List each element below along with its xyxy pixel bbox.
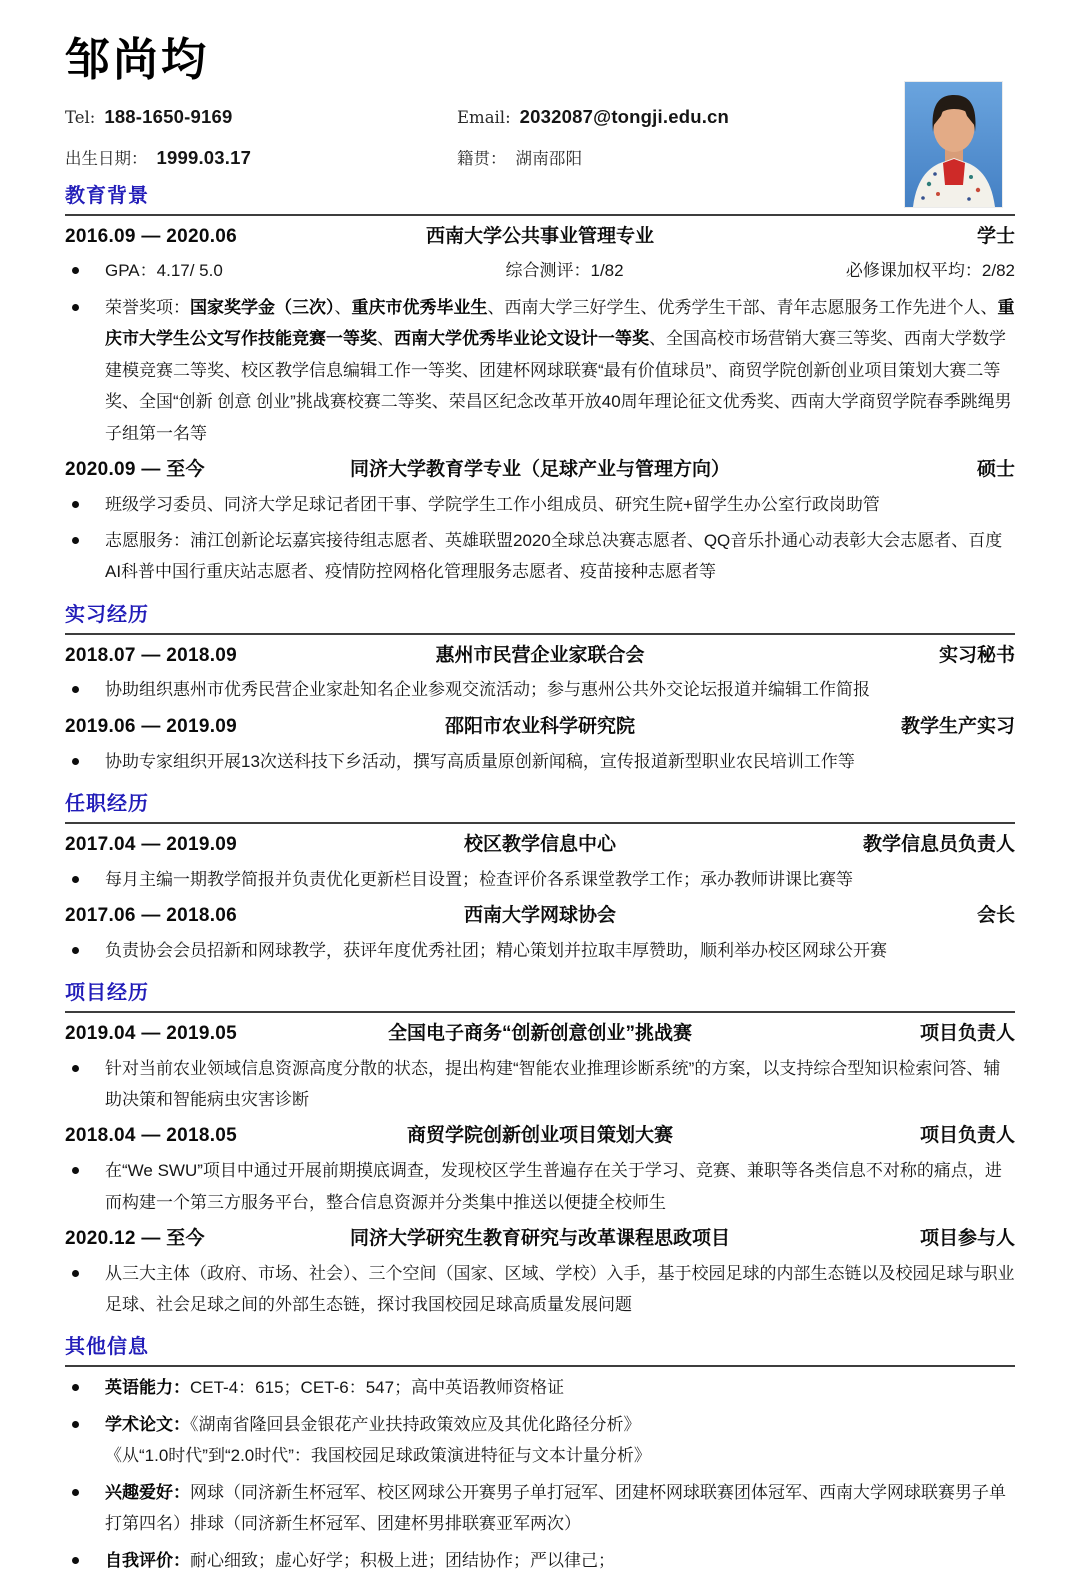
section-positions — [65, 790, 1015, 966]
entry-org: 西南大学网球协会 — [463, 904, 616, 926]
education-entry-bachelor — [65, 224, 1015, 251]
honors-sep: 、 — [334, 297, 352, 317]
education-master-bullet-1 — [65, 489, 1015, 520]
bullet-icon — [72, 1557, 79, 1564]
origin-label: 籍贯： — [457, 148, 507, 168]
entry-degree: 硕士 — [976, 458, 1015, 480]
project-bullet — [65, 1155, 1015, 1218]
entry-date: 2018.04 — 2018.05 — [65, 1125, 238, 1147]
item-text: 网球（同济新生杯冠军、校区网球公开赛男子单打冠军、团建杯网球联赛团体冠军、西南大学网球联赛男子单打第四名）排球（同济新生杯冠军、团建杯男排联赛亚军两次） — [105, 1482, 1006, 1534]
bullet-icon — [72, 876, 79, 883]
entry-date: 2016.09 — 2020.06 — [65, 225, 238, 247]
bullet-text: 每月主编一期教学简报并负责优化更新栏目设置；检查评价各系课堂教学工作；承办教师讲课比赛等 — [105, 869, 853, 889]
contact-tel — [65, 106, 457, 128]
bullet-icon — [72, 1421, 79, 1428]
project-entry — [65, 1021, 1015, 1048]
position-entry — [65, 832, 1015, 859]
internship-entry — [65, 714, 1015, 741]
education-honors-row — [65, 292, 1015, 449]
bullet-icon — [72, 947, 79, 954]
education-master-bullet-2 — [65, 525, 1015, 588]
candidate-name: 邹尚均 — [65, 34, 210, 85]
entry-org: 惠州市民营企业家联合会 — [435, 644, 645, 666]
item-label: 兴趣爱好： — [105, 1482, 190, 1502]
project-entry — [65, 1226, 1015, 1253]
bullet-text: 负责协会会员招新和网球教学，获评年度优秀社团；精心策划并拉取丰厚赞助，顺利举办校区网球公开赛 — [105, 940, 887, 960]
comprehensive-rank: 综合测评：1/82 — [505, 261, 624, 281]
honor-bold: 重庆市优秀毕业生 — [351, 297, 488, 317]
entry-role: 会长 — [976, 904, 1015, 926]
bullet-icon — [72, 1167, 79, 1174]
position-entry — [65, 903, 1015, 930]
entry-org: 邵阳市农业科学研究院 — [444, 715, 635, 737]
email-label: Email: — [457, 107, 511, 127]
bullet-icon — [72, 1270, 79, 1277]
email-value: 2032087@tongji.edu.cn — [519, 105, 730, 127]
item-text: 《湖南省隆回县金银花产业扶持政策效应及其优化路径分析》 — [190, 1414, 641, 1434]
section-title-internship: 实习经历 — [65, 601, 1015, 635]
entry-org: 商贸学院创新创业项目策划大赛 — [406, 1125, 673, 1147]
honor-bold: 西南大学优秀毕业论文设计一等奖 — [394, 329, 649, 349]
entry-date: 2017.06 — 2018.06 — [65, 904, 238, 926]
entry-role: 项目负责人 — [919, 1023, 1015, 1044]
tel-label: Tel: — [65, 107, 96, 127]
origin-value: 湖南邵阳 — [515, 148, 583, 168]
bullet-icon — [72, 1065, 79, 1072]
contact-origin — [457, 145, 900, 169]
other-item-self-evaluation — [65, 1545, 1015, 1576]
other-item-english — [65, 1372, 1015, 1403]
bullet-text: 在“We SWU”项目中通过开展前期摸底调查，发现校区学生普遍存在关于学习、竞赛、兼职等各类信息不对称的痛点，进而构建一个第三方服务平台，整合信息资源并分类集中推送以便捷全校师生 — [105, 1161, 1002, 1212]
entry-date: 2019.04 — 2019.05 — [65, 1023, 238, 1044]
bullet-text: 协助专家组织开展13次送科技下乡活动，撰写高质量原创新闻稿，宣传报道新型职业农民培训工作等 — [105, 751, 855, 771]
entry-org: 同济大学教育学专业（足球产业与管理方向） — [349, 458, 730, 480]
gpa-value: GPA：4.17/ 5.0 — [105, 261, 223, 281]
contact-info — [65, 106, 900, 169]
other-item-papers — [65, 1409, 1015, 1472]
tel-value: 188-1650-9169 — [104, 105, 233, 127]
education-stats-row — [65, 255, 1015, 286]
item-text: 耐心细致；虚心好学；积极上进；团结协作；严以律己； — [190, 1550, 615, 1570]
contact-birthdate — [65, 145, 457, 169]
bullet-icon — [72, 1489, 79, 1496]
entry-role: 项目参与人 — [919, 1227, 1015, 1249]
entry-org: 西南大学公共事业管理专业 — [425, 225, 654, 247]
bullet-icon — [72, 686, 79, 693]
birthdate-value: 1999.03.17 — [156, 146, 252, 168]
honors-text — [105, 292, 1015, 449]
section-education — [65, 182, 1015, 588]
section-title-education: 教育背景 — [65, 182, 1015, 216]
entry-date: 2019.06 — 2019.09 — [65, 715, 238, 737]
entry-org: 同济大学研究生教育研究与改革课程思政项目 — [349, 1227, 730, 1249]
honors-list: 、全国高校市场营销大赛三等奖、西南大学数学建模竞赛二等奖、校区教学信息编辑工作一等奖、团建杯网球联赛“最有价值球员”、商贸学院创新创业项目策划大赛二等奖、全国“创新 创意 创业”挑战赛校赛二等奖、荣昌区纪念改革开放40周年理论征文优秀奖、西南大学商贸学院春季跳绳男子组第一名等 — [105, 329, 1012, 443]
position-bullet — [65, 935, 1015, 966]
section-projects — [65, 979, 1015, 1320]
section-internship — [65, 601, 1015, 777]
project-bullet — [65, 1053, 1015, 1116]
internship-bullet — [65, 674, 1015, 705]
profile-photo-image — [905, 82, 1002, 207]
item-label: 英语能力： — [105, 1378, 190, 1398]
entry-date: 2020.12 — 至今 — [65, 1227, 205, 1249]
entry-date: 2017.04 — 2019.09 — [65, 833, 238, 855]
honors-prefix: 荣誉奖项： — [105, 297, 190, 317]
honors-sep: 、 — [377, 329, 394, 349]
other-item-hobbies — [65, 1477, 1015, 1540]
profile-photo — [905, 82, 1002, 207]
bullet-text: 协助组织惠州市优秀民营企业家赴知名企业参观交流活动；参与惠州公共外交论坛报道并编辑工作简报 — [105, 680, 870, 700]
entry-role: 实习秘书 — [938, 644, 1015, 666]
item-text-line2: 《从“1.0时代”到“2.0时代”：我国校园足球政策演进特征与文本计量分析》 — [105, 1446, 651, 1466]
entry-role: 项目负责人 — [919, 1125, 1015, 1147]
entry-role: 教学信息员负责人 — [862, 833, 1015, 855]
item-text: CET-4：615；CET-6：547；高中英语教师资格证 — [190, 1378, 565, 1398]
section-title-positions: 任职经历 — [65, 790, 1015, 824]
education-entry-master — [65, 457, 1015, 484]
contact-email — [457, 106, 900, 128]
entry-date: 2018.07 — 2018.09 — [65, 644, 238, 666]
position-bullet — [65, 864, 1015, 895]
internship-bullet — [65, 746, 1015, 777]
entry-org: 全国电子商务“创新创意创业”挑战赛 — [387, 1023, 692, 1044]
honor-bold: 国家奖学金（三次） — [190, 297, 335, 317]
bullet-icon — [72, 758, 79, 765]
item-label: 学术论文： — [105, 1414, 190, 1434]
entry-role: 教学生产实习 — [900, 715, 1015, 737]
bullet-icon — [72, 304, 79, 311]
section-other — [65, 1333, 1015, 1576]
bullet-text: 班级学习委员、同济大学足球记者团干事、学院学生工作小组成员、研究生院+留学生办公室行政岗助管 — [105, 494, 880, 514]
bullet-icon — [72, 267, 79, 274]
entry-org: 校区教学信息中心 — [463, 833, 616, 855]
bullet-icon — [72, 537, 79, 544]
internship-entry — [65, 643, 1015, 670]
weighted-rank: 必修课加权平均：2/82 — [845, 261, 1015, 281]
item-label: 自我评价： — [105, 1550, 190, 1570]
bullet-icon — [72, 501, 79, 508]
bullet-text: 针对当前农业领域信息资源高度分散的状态，提出构建“智能农业推理诊断系统”的方案，以支持综合型知识检索问答、辅助决策和智能病虫灾害诊断 — [105, 1058, 1001, 1110]
honors-list: 、西南大学三好学生、优秀学生干部、青年志愿服务工作先进个人、 — [487, 297, 998, 317]
birthdate-label: 出生日期： — [65, 148, 148, 168]
project-entry — [65, 1123, 1015, 1150]
project-bullet — [65, 1258, 1015, 1321]
entry-date: 2020.09 — 至今 — [65, 458, 205, 480]
entry-degree: 学士 — [976, 225, 1015, 247]
bullet-icon — [72, 1384, 79, 1391]
bullet-text: 志愿服务：浦江创新论坛嘉宾接待组志愿者、英雄联盟2020全球总决赛志愿者、QQ音乐扑通心动表彰大会志愿者、百度AI科普中国行重庆站志愿者、疫情防控网格化管理服务志愿者、疫苗接种志愿者等 — [105, 531, 1003, 582]
honor-bold: 重庆市大学生公文写作技能竞赛一等奖 — [105, 297, 1015, 349]
section-title-projects: 项目经历 — [65, 979, 1015, 1013]
section-title-other: 其他信息 — [65, 1333, 1015, 1367]
bullet-text: 从三大主体（政府、市场、社会）、三个空间（国家、区域、学校）入手，基于校园足球的内部生态链以及校园足球与职业足球、社会足球之间的外部生态链，探讨我国校园足球高质量发展问题 — [105, 1263, 1015, 1314]
